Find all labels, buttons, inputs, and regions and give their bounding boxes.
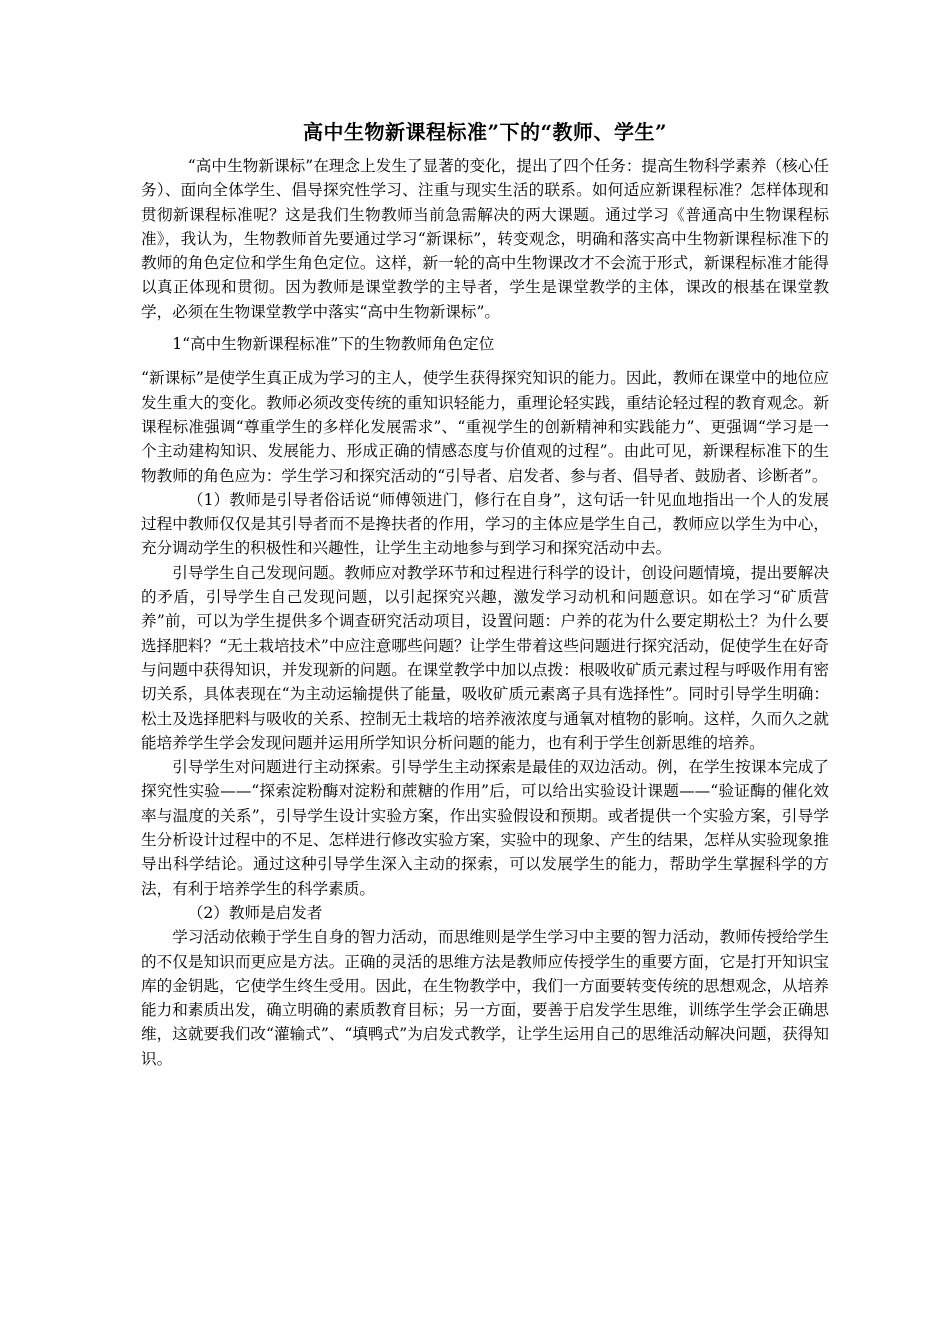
document-page xyxy=(141,118,829,1071)
guide-discover-paragraph: 引导学生自己发现问题。教师应对教学环节和过程进行科学的设计，创设问题情境，提出要解决的矛盾，引导学生自己发现问题，以引起探究兴趣，激发学习动机和问题意识。如在学习“矿质营养”前，可以为学生提供多个调查研究活动项目，设置问题：户养的花为什么要定期松土？为什么要选择肥料？“无土栽培技术”中应注意哪些问题？让学生带着这些问题进行探究活动，促使学生在好奇与问题中获得知识，并发现新的问题。在课堂教学中加以点拨：根吸收矿质元素过程与呼吸作用有密切关系，具体表现在“为主动运输提供了能量，吸收矿质元素离子具有选择性”。同时引导学生明确：松土及选择肥料与吸收的关系、控制无土栽培的培养液浓度与通氧对植物的影响。这样，久而久之就能培养学生学会发现问题并运用所学知识分析问题的能力，也有利于学生创新思维的培养。 xyxy=(141,563,829,752)
intro-paragraph: “高中生物新课标”在理念上发生了显著的变化，提出了四个任务：提高生物科学素养（核心任务）、面向全体学生、倡导探究性学习、注重与现实生活的联系。如何适应新课程标准？怎样体现和贯彻新课程标准呢？这是我们生物教师当前急需解决的两大课题。通过学习《普通高中生物课程标准》，我认为，生物教师首先要通过学习“新课标”，转变观念，明确和落实高中生物新课程标准下的教师的角色定位和学生角色定位。这样，新一轮的高中生物课改才不会流于形式，新课程标准才能得以真正体现和贯彻。因为教师是课堂教学的主导者，学生是课堂教学的主体，课改的根基在课堂教学，必须在生物课堂教学中落实“高中生物新课标”。 xyxy=(141,157,829,321)
section-1-paragraph: “新课标”是使学生真正成为学习的主人，使学生获得探究知识的能力。因此，教师在课堂中的地位应发生重大的变化。教师必须改变传统的重知识轻能力，重理论轻实践，重结论轻过程的教育观念。新课程标准强调“尊重学生的多样化发展需求”、“重视学生的创新精神和实践能力”、更强调“学习是一个主动建构知识、发展能力、形成正确的情感态度与价值观的过程”。由此可见，新课程标准下的生物教师的角色应为：学生学习和探究活动的“引导者、启发者、参与者、倡导者、鼓励者、诊断者”。 xyxy=(141,369,829,485)
subsection-heading-inspirer: （2）教师是启发者 xyxy=(187,903,323,922)
section-heading-1: 1“高中生物新课程标准”下的生物教师角色定位 xyxy=(172,335,495,354)
guide-explore-paragraph: 引导学生对问题进行主动探索。引导学生主动探索是最佳的双边活动。例，在学生按课本完成了探究性实验——“探索淀粉酶对淀粉和蔗糖的作用”后，可以给出实验设计课题——“验证酶的催化效率与温度的关系”，引导学生设计实验方案，作出实验假设和预期。或者提供一个实验方案，引导学生分析设计过程中的不足、怎样进行修改实验方案，实验中的现象、产生的结果，怎样从实验现象推导出科学结论。通过这种引导学生深入主动的探索，可以发展学生的能力，帮助学生掌握科学的方法，有利于培养学生的科学素质。 xyxy=(141,758,829,898)
subsection-guide-paragraph: （1）教师是引导者俗话说“师傅领进门，修行在自身”，这句话一针见血地指出一个人的发展过程中教师仅仅是其引导者而不是搀扶者的作用，学习的主体应是学生自己，教师应以学生为中心，充分调动学生的积极性和兴趣性，让学生主动地参与到学习和探究活动中去。 xyxy=(141,490,829,558)
document-title: 高中生物新课程标准”下的“教师、学生” xyxy=(302,120,667,144)
inspirer-paragraph: 学习活动依赖于学生自身的智力活动，而思维则是学生学习中主要的智力活动，教师传授给学生的不仅是知识而更应是方法。正确的灵活的思维方法是教师应传授学生的重要方面，它是打开知识宝库的金钥匙，它使学生终生受用。因此，在生物教学中，我们一方面要转变传统的思想观念，从培养能力和素质出发，确立明确的素质教育目标；另一方面，要善于启发学生思维，训练学生学会正确思维，这就要我们改“灌输式”、“填鸭式”为启发式教学，让学生运用自己的思维活动解决问题，获得知识。 xyxy=(141,928,829,1068)
